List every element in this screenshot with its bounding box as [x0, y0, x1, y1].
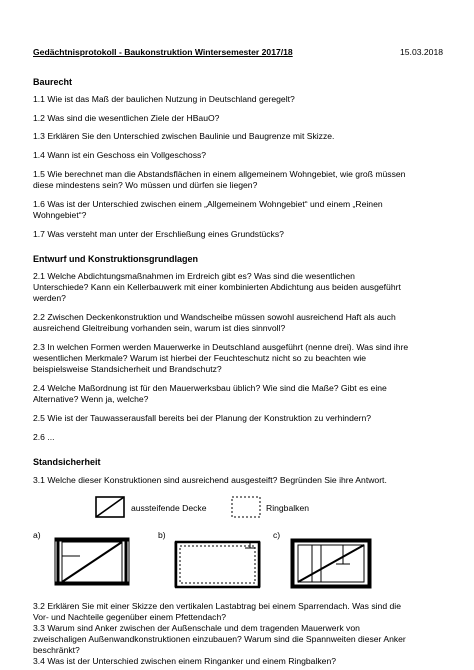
legend-decke-label: aussteifende Decke: [131, 503, 207, 513]
question-line: 3.2 Erklären Sie mit einer Skizze den vertikalen Lastabtrag bei einem Sparrendach. Was sind die: [33, 601, 401, 611]
question-line: Vor- und Nachteile gegenüber einem Pfettendach?: [33, 612, 227, 622]
figure-label-b: b): [158, 530, 166, 540]
question-line: werden?: [33, 293, 66, 303]
question-line: beispielsweise Standsicherheit und Brandschutz?: [33, 364, 222, 374]
question-line: 2.4 Welche Maßordnung ist für den Mauerwerksbau üblich? Wie sind die Maße? Gibt es eine: [33, 383, 387, 393]
question-line: 3.4 Was ist der Unterschied zwischen einem Ringanker und einem Ringbalken?: [33, 656, 337, 666]
legend-ring-label: Ringbalken: [266, 503, 309, 513]
document-title: Gedächtnisprotokoll - Baukonstruktion Wintersemester 2017/18: [33, 47, 293, 57]
question-line: 2.3 In welchen Formen werden Mauerwerke in Deutschland ausgeführt (nenne drei). Was sind ihre: [33, 342, 409, 352]
legend-decke-symbol: [96, 497, 124, 517]
question-line: 1.3 Erklären Sie den Unterschied zwischen Baulinie und Baugrenze mit Skizze.: [33, 131, 335, 141]
figure-label-a: a): [33, 530, 41, 540]
question-line: 3.3 Warum sind Anker zwischen der Außenschale und dem tragenden Mauerwerk von: [33, 623, 360, 633]
question-line: 1.5 Wie berechnet man die Abstandsflächen in einem allgemeinem Wohngebiet, wie groß müssen: [33, 169, 406, 179]
question-line: ausreichend Gleitreibung vorhanden sein, warum ist dies sinnvoll?: [33, 323, 286, 333]
figure-a: [55, 538, 129, 585]
question-line: Alternative? Wenn ja, welche?: [33, 394, 149, 404]
document-date: 15.03.2018: [400, 47, 444, 57]
legend-ring-symbol: [232, 497, 260, 517]
question-line: 2.2 Zwischen Deckenkonstruktion und Wandscheibe müssen sowohl ausreichend Haft als auch: [33, 312, 396, 322]
section-heading-entwurf: Entwurf und Konstruktionsgrundlagen: [33, 254, 198, 264]
section-heading-baurecht: Baurecht: [33, 77, 73, 87]
section-heading-standsicherheit: Standsicherheit: [33, 457, 101, 467]
question-line: 1.6 Was ist der Unterschied zwischen einem „Allgemeinem Wohngebiet“ und einem „Reinen: [33, 199, 383, 209]
question-line: zweischaligen Außenwandkonstruktionen einzubauen? Warum sind die Spannweiten dieser Anker: [33, 634, 406, 644]
question-line: 2.5 Wie ist der Tauwasserausfall bereits bei der Planung der Konstruktion zu verhindern?: [33, 413, 372, 423]
question-line: 1.2 Was sind die wesentlichen Ziele der HBauO?: [33, 113, 220, 123]
question-line: diese mindestens sein? Wo müssen und dürfen sie liegen?: [33, 180, 258, 190]
figure-label-c: c): [273, 530, 281, 540]
question-line: Unterschiede? Kann ein Kellerbauwerk mit einer kombinierten Abdichtung aus beiden ausgeführt: [33, 282, 401, 292]
question-line: 2.6 ...: [33, 432, 55, 442]
question-line: 2.1 Welche Abdichtungsmaßnahmen im Erdreich gibt es? Was sind die wesentlichen: [33, 271, 355, 281]
figure-b: [175, 542, 260, 587]
question-line: beschränkt?: [33, 645, 80, 655]
question-line: wesentlichen Merkmale? Warum ist hierbei der Feuchteschutz nicht so zu beachten wie: [33, 353, 367, 363]
question-line: 3.1 Welche dieser Konstruktionen sind ausreichend ausgesteift? Begründen Sie ihre Antwort.: [33, 475, 387, 485]
figure-c: [291, 539, 371, 588]
question-line: 1.7 Was versteht man unter der Erschließung eines Grundstücks?: [33, 229, 284, 239]
question-line: 1.1 Wie ist das Maß der baulichen Nutzung in Deutschland geregelt?: [33, 94, 295, 104]
question-line: Wohngebiet“?: [33, 210, 87, 220]
question-line: 1.4 Wann ist ein Geschoss ein Vollgeschoss?: [33, 150, 207, 160]
